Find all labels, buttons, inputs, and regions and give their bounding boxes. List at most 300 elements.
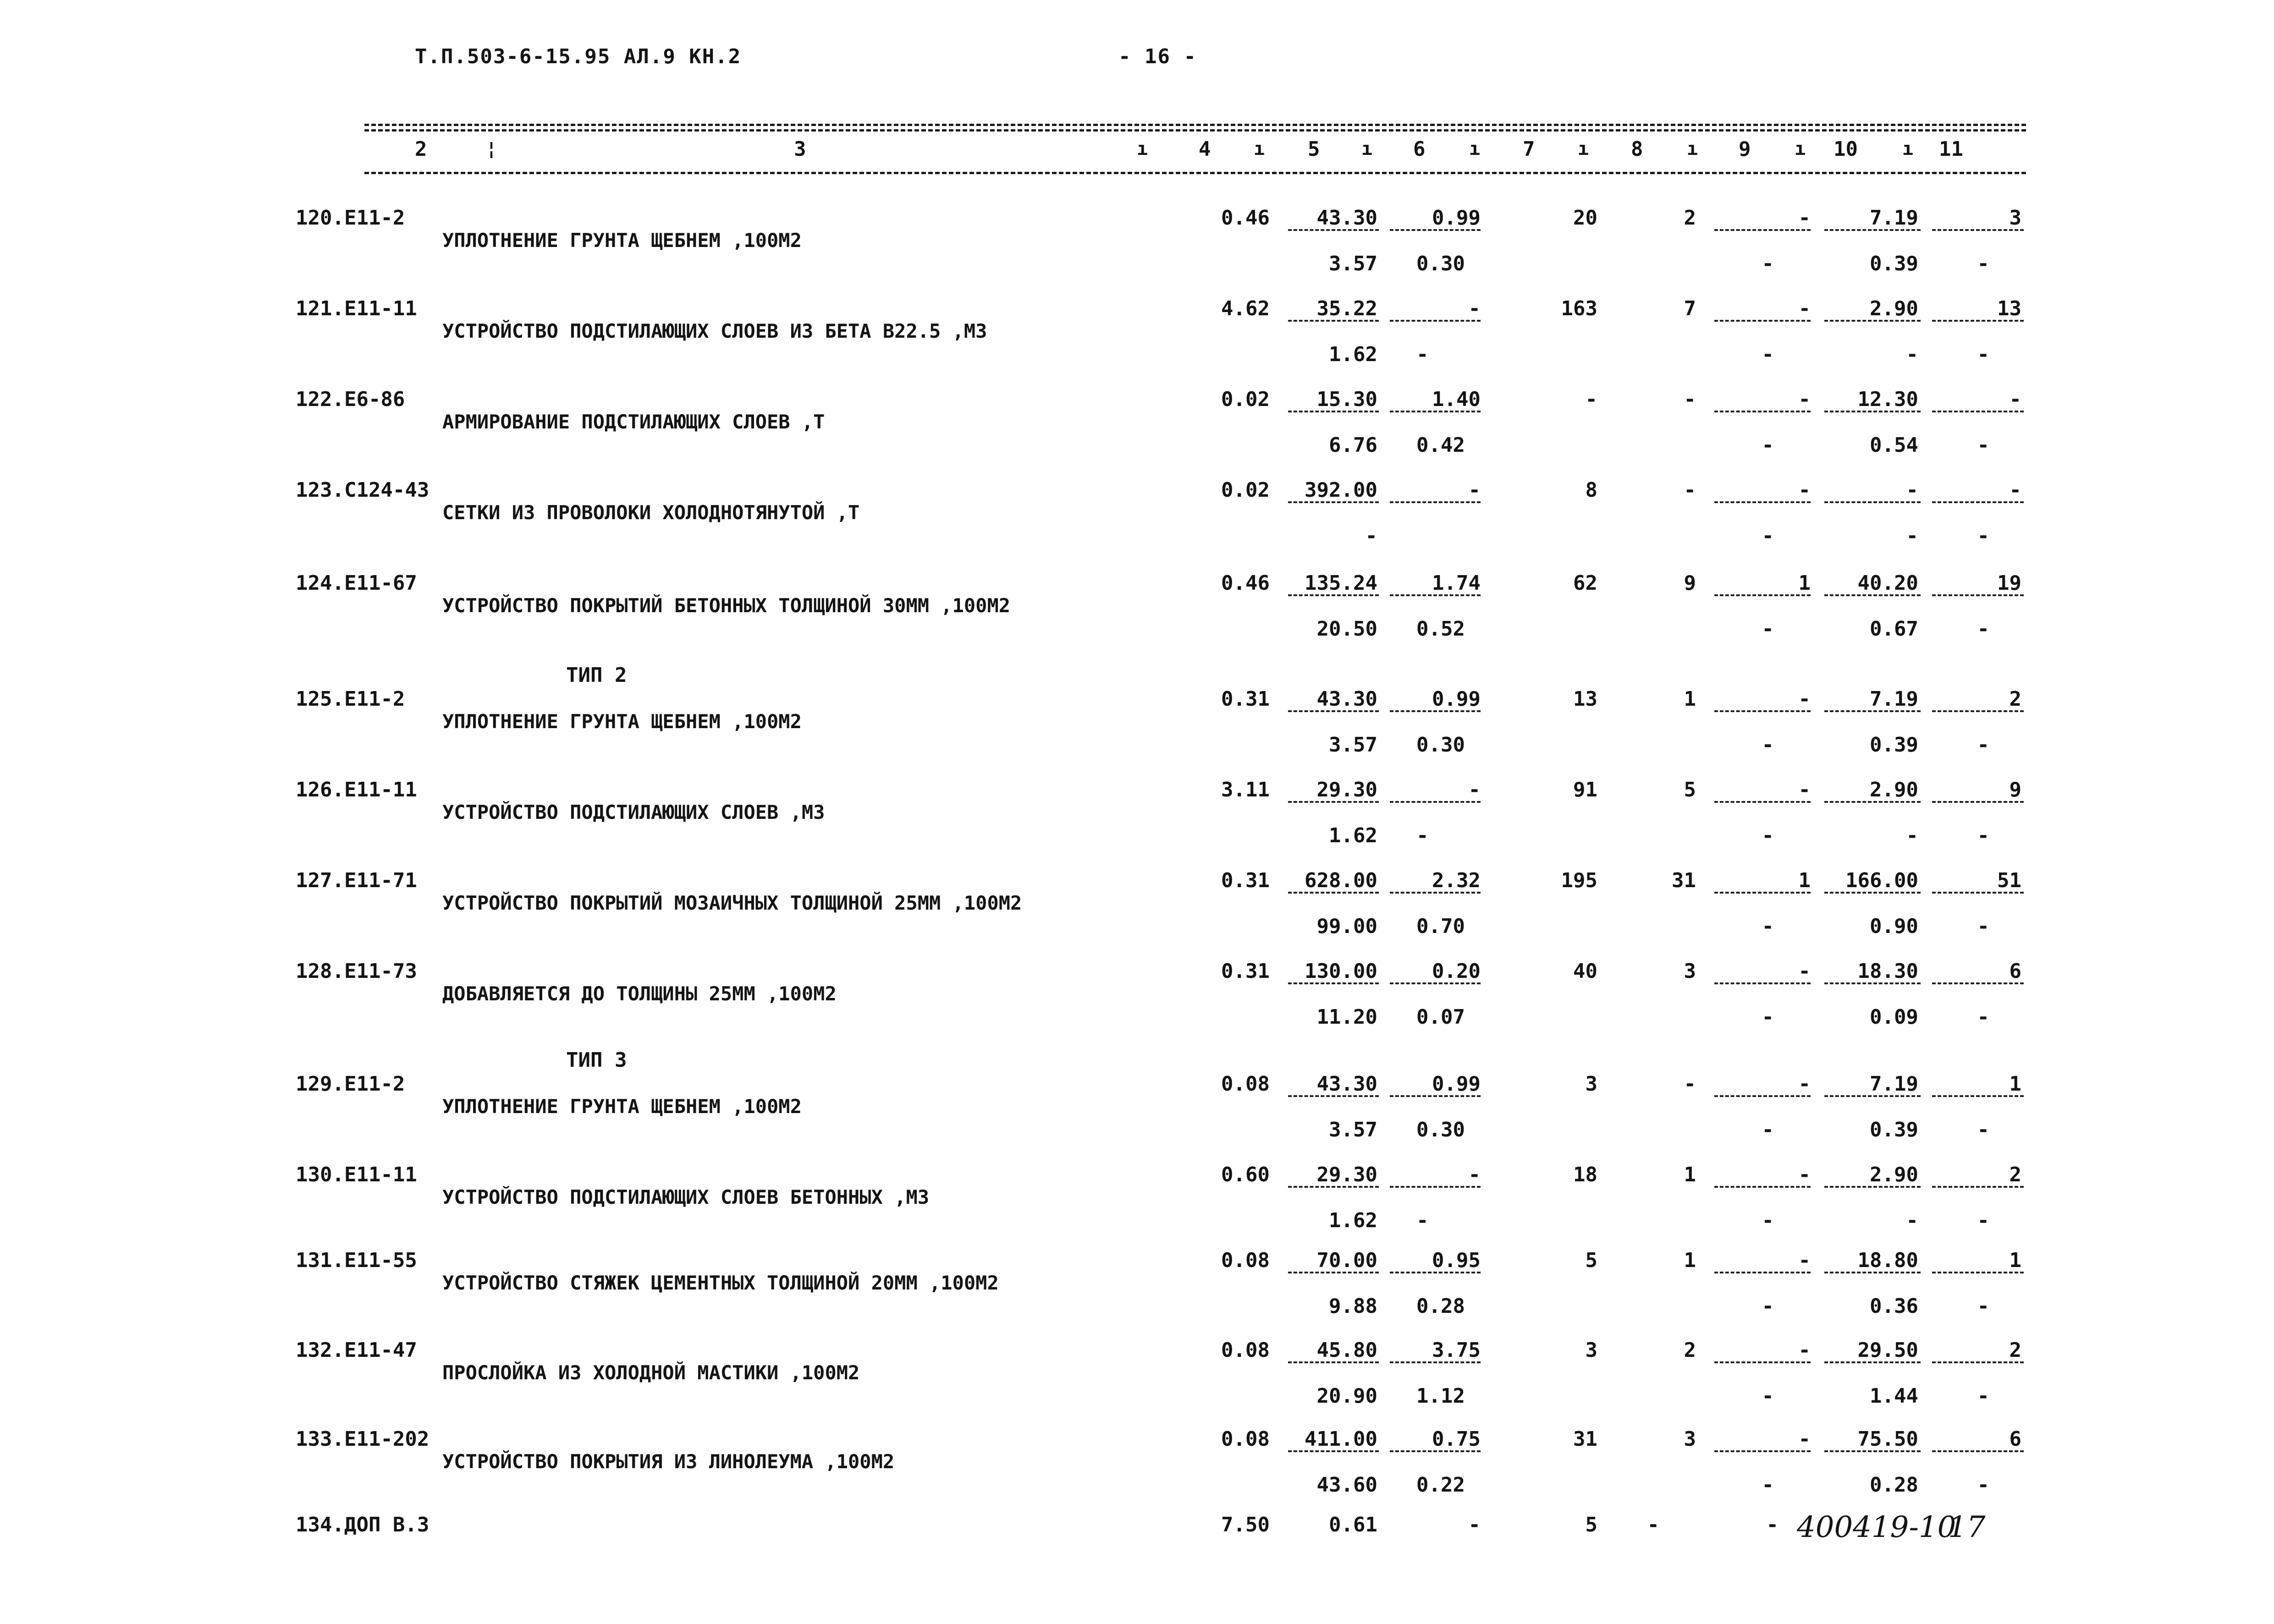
cell-col7: 62 — [1573, 571, 1597, 595]
cell-col4: 7.50 — [1221, 1513, 1270, 1536]
cell-col8: 2 — [1684, 206, 1696, 230]
cell-col11-secondary: - — [1977, 524, 1989, 548]
row-description: УСТРОЙСТВО ПОДСТИЛАЮЩИХ СЛОЕВ ,М3 — [442, 801, 825, 823]
cell-divider-col6 — [1390, 1095, 1481, 1097]
cell-divider-col9 — [1714, 1095, 1811, 1097]
cell-col10-secondary: 0.39 — [1870, 252, 1918, 275]
cell-col9: - — [1798, 1072, 1811, 1096]
cell-col9-secondary: - — [1762, 1118, 1774, 1141]
cell-col6-secondary: 0.07 — [1416, 1005, 1465, 1029]
cell-col9: - — [1798, 687, 1811, 711]
header-top-rule-2 — [364, 129, 2026, 132]
cell-col4: 0.02 — [1221, 388, 1270, 411]
row-code: 132.Е11-47 — [296, 1339, 417, 1362]
cell-divider-col11 — [1932, 801, 2024, 803]
cell-col11-secondary: - — [1977, 915, 1989, 938]
cell-col8: - — [1684, 1072, 1696, 1096]
cell-divider-col9 — [1714, 320, 1811, 322]
cell-col11: 2 — [2009, 1339, 2021, 1362]
cell-col11-secondary: - — [1977, 1384, 1989, 1408]
cell-col11-secondary: - — [1977, 1209, 1989, 1232]
row-code: 133.Е11-202 — [296, 1427, 429, 1451]
cell-col9: - — [1798, 206, 1811, 230]
cell-col11-secondary: - — [1977, 1473, 1989, 1497]
header-top-rule — [364, 124, 2026, 126]
cell-col9-secondary: - — [1762, 617, 1774, 641]
cell-col4: 0.60 — [1221, 1163, 1270, 1186]
cell-col5-secondary: 1.62 — [1329, 343, 1377, 366]
cell-col10-secondary: 0.09 — [1870, 1005, 1918, 1029]
cell-col9-secondary: - — [1762, 343, 1774, 366]
cell-col4: 0.31 — [1221, 687, 1270, 711]
cell-col6: 0.75 — [1432, 1427, 1481, 1451]
cell-col10: 7.19 — [1870, 1072, 1918, 1096]
cell-divider-col10 — [1824, 1450, 1921, 1452]
cell-col8: 1 — [1684, 1163, 1696, 1186]
cell-col5-secondary: 1.62 — [1329, 824, 1377, 847]
cell-col11: 3 — [2009, 206, 2021, 230]
handwritten-archive-number: 400419-10 — [1797, 1510, 1956, 1544]
cell-divider-col9 — [1714, 501, 1811, 503]
cell-col5: 135.24 — [1305, 571, 1377, 595]
column-separator: ı — [1469, 138, 1481, 159]
cell-col5-secondary: 3.57 — [1329, 1118, 1377, 1141]
column-number-9: 9 — [1739, 137, 1751, 161]
cell-col11-secondary: - — [1977, 1295, 1989, 1318]
cell-col11-secondary: - — [1977, 733, 1989, 757]
column-number-6: 6 — [1413, 137, 1426, 161]
cell-col5-secondary: - — [1365, 524, 1377, 548]
cell-col6: - — [1468, 478, 1481, 502]
cell-col11: 2 — [2009, 1163, 2021, 1186]
column-number-5: 5 — [1308, 137, 1320, 161]
cell-col10: 7.19 — [1870, 206, 1918, 230]
row-code: 126.Е11-11 — [296, 778, 417, 801]
row-description: ПРОСЛОЙКА ИЗ ХОЛОДНОЙ МАСТИКИ ,100М2 — [442, 1361, 860, 1384]
cell-col9: 1 — [1798, 571, 1811, 595]
cell-col10-secondary: 0.90 — [1870, 915, 1918, 938]
cell-col5: 392.00 — [1305, 478, 1377, 502]
cell-divider-col10 — [1824, 320, 1921, 322]
cell-col5-secondary: 20.90 — [1316, 1384, 1377, 1408]
column-separator: ı — [1361, 138, 1373, 159]
column-separator: ı — [1902, 138, 1914, 159]
cell-col11-secondary: - — [1977, 617, 1989, 641]
cell-col11-secondary: - — [1977, 1118, 1989, 1141]
cell-col6-secondary: 1.12 — [1416, 1384, 1465, 1408]
cell-col6-secondary: 0.30 — [1416, 252, 1465, 275]
cell-col10-secondary: 0.28 — [1870, 1473, 1918, 1497]
cell-col8: - — [1684, 388, 1696, 411]
cell-col5-secondary: 43.60 — [1316, 1473, 1377, 1497]
cell-divider-col11 — [1932, 1186, 2024, 1188]
column-number-3: 3 — [794, 137, 806, 161]
cell-divider-col6 — [1390, 594, 1481, 596]
cell-divider-col9 — [1714, 594, 1811, 596]
cell-divider-col9 — [1714, 801, 1811, 803]
cell-col6: 0.99 — [1432, 1072, 1481, 1096]
cell-divider-col11 — [1932, 982, 2024, 984]
cell-divider-col11 — [1932, 229, 2024, 231]
page-number: - 16 - — [1118, 45, 1197, 68]
cell-col9-secondary: - — [1762, 824, 1774, 847]
cell-col9: - — [1798, 1249, 1811, 1272]
cell-divider-col11 — [1932, 501, 2024, 503]
cell-col7: 163 — [1561, 297, 1597, 320]
cell-col4: 0.46 — [1221, 206, 1270, 230]
cell-col7: 195 — [1561, 869, 1597, 892]
cell-col8: 7 — [1684, 297, 1696, 320]
cell-divider-col10 — [1824, 710, 1921, 712]
cell-col10-secondary: 0.36 — [1870, 1295, 1918, 1318]
cell-divider-col5 — [1288, 892, 1379, 894]
cell-col5: 43.30 — [1316, 206, 1377, 230]
cell-col8: 1 — [1684, 687, 1696, 711]
cell-col11-secondary: - — [1977, 824, 1989, 847]
cell-col9-secondary: - — [1762, 1473, 1774, 1497]
row-code: 121.Е11-11 — [296, 297, 417, 320]
row-code: 123.С124-43 — [296, 478, 429, 502]
cell-col9: 1 — [1798, 869, 1811, 892]
cell-divider-col5 — [1288, 411, 1379, 412]
cell-divider-col11 — [1932, 1361, 2024, 1363]
row-description: УПЛОТНЕНИЕ ГРУНТА ЩЕБНЕМ ,100М2 — [442, 710, 802, 733]
cell-col11-secondary: - — [1977, 1005, 1989, 1029]
cell-divider-col6 — [1390, 1361, 1481, 1363]
cell-col10-secondary: 1.44 — [1870, 1384, 1918, 1408]
column-separator: ı — [1795, 138, 1806, 159]
cell-col8: 9 — [1684, 571, 1696, 595]
cell-col10: - — [1906, 478, 1918, 502]
cell-col9: - — [1798, 960, 1811, 983]
cell-col5-secondary: 3.57 — [1329, 252, 1377, 275]
cell-col11-secondary: - — [1977, 343, 1989, 366]
cell-col10-secondary: - — [1906, 343, 1918, 366]
row-description: УСТРОЙСТВО СТЯЖЕК ЦЕМЕНТНЫХ ТОЛЩИНОЙ 20ММ ,100М2 — [442, 1272, 999, 1294]
cell-col9: - — [1798, 1163, 1811, 1186]
cell-divider-col10 — [1824, 892, 1921, 894]
cell-col4: 0.08 — [1221, 1249, 1270, 1272]
cell-col6-secondary: - — [1416, 824, 1429, 847]
cell-divider-col10 — [1824, 1186, 1921, 1188]
cell-divider-col10 — [1824, 1361, 1921, 1363]
cell-divider-col6 — [1390, 411, 1481, 412]
cell-divider-col5 — [1288, 594, 1379, 596]
cell-col7: 5 — [1585, 1249, 1597, 1272]
cell-col6-secondary: 0.22 — [1416, 1473, 1465, 1497]
cell-col10-secondary: 0.54 — [1870, 433, 1918, 457]
cell-col10: 166.00 — [1845, 869, 1918, 892]
cell-divider-col5 — [1288, 320, 1379, 322]
cell-col4: 0.08 — [1221, 1339, 1270, 1362]
row-description: УСТРОЙСТВО ПОДСТИЛАЮЩИХ СЛОЕВ БЕТОННЫХ ,М3 — [442, 1186, 930, 1208]
cell-col5: 0.61 — [1329, 1513, 1377, 1536]
cell-col5: 43.30 — [1316, 687, 1377, 711]
cell-divider-col11 — [1932, 1450, 2024, 1452]
cell-col11: 1 — [2009, 1072, 2021, 1096]
cell-col8: 5 — [1684, 778, 1696, 801]
cell-col6: 3.75 — [1432, 1339, 1481, 1362]
cell-col11: 51 — [1997, 869, 2021, 892]
cell-divider-col10 — [1824, 1095, 1921, 1097]
cell-divider-col9 — [1714, 1361, 1811, 1363]
cell-col10-secondary: 0.39 — [1870, 733, 1918, 757]
cell-col7: 18 — [1573, 1163, 1597, 1186]
cell-col5: 29.30 — [1316, 1163, 1377, 1186]
cell-col11: 6 — [2009, 960, 2021, 983]
cell-divider-col11 — [1932, 892, 2024, 894]
cell-divider-col11 — [1932, 594, 2024, 596]
column-number-8: 8 — [1631, 137, 1643, 161]
cell-col9-secondary: - — [1762, 1384, 1774, 1408]
cell-divider-col6 — [1390, 229, 1481, 231]
cell-col8: - — [1684, 478, 1696, 502]
cell-col10-secondary: - — [1906, 1209, 1918, 1232]
cell-col6: 1.40 — [1432, 388, 1481, 411]
cell-divider-col9 — [1714, 710, 1811, 712]
cell-col9-secondary: - — [1762, 1005, 1774, 1029]
cell-col7: 3 — [1585, 1072, 1597, 1096]
row-description: УПЛОТНЕНИЕ ГРУНТА ЩЕБНЕМ ,100М2 — [442, 229, 802, 252]
cell-divider-col6 — [1390, 710, 1481, 712]
cell-col10: 2.90 — [1870, 297, 1918, 320]
cell-col10: 7.19 — [1870, 687, 1918, 711]
cell-col5: 411.00 — [1305, 1427, 1377, 1451]
cell-col11: - — [2009, 478, 2021, 502]
cell-col10-secondary: 0.39 — [1870, 1118, 1918, 1141]
cell-col11: - — [2009, 388, 2021, 411]
row-code: 125.Е11-2 — [296, 687, 405, 711]
cell-col7: - — [1585, 388, 1597, 411]
row-description: УСТРОЙСТВО ПОКРЫТИЙ БЕТОННЫХ ТОЛЩИНОЙ 30ММ ,100М2 — [442, 594, 1011, 617]
cell-col5-secondary: 1.62 — [1329, 1209, 1377, 1232]
cell-col11-secondary: - — [1977, 433, 1989, 457]
cell-col6-secondary: 0.28 — [1416, 1295, 1465, 1318]
cell-divider-col6 — [1390, 320, 1481, 322]
column-number-4: 4 — [1199, 137, 1211, 161]
row-code: 129.Е11-2 — [296, 1072, 405, 1096]
cell-col10: 2.90 — [1870, 1163, 1918, 1186]
cell-col9: - — [1798, 388, 1811, 411]
cell-col5: 43.30 — [1316, 1072, 1377, 1096]
cell-col10: 75.50 — [1857, 1427, 1918, 1451]
cell-col7: 40 — [1573, 960, 1597, 983]
cell-col10: 40.20 — [1857, 571, 1918, 595]
cell-divider-col5 — [1288, 1361, 1379, 1363]
cell-col5: 130.00 — [1305, 960, 1377, 983]
cell-col11-secondary: - — [1977, 252, 1989, 275]
cell-col9: - — [1798, 778, 1811, 801]
cell-col7: 31 — [1573, 1427, 1597, 1451]
cell-col10: 29.50 — [1857, 1339, 1918, 1362]
cell-divider-col9 — [1714, 229, 1811, 231]
row-description: УСТРОЙСТВО ПОДСТИЛАЮЩИХ СЛОЕВ ИЗ БЕТА В22.5 ,М3 — [442, 320, 987, 342]
row-description: АРМИРОВАНИЕ ПОДСТИЛАЮЩИХ СЛОЕВ ,Т — [442, 411, 825, 433]
cell-divider-col5 — [1288, 501, 1379, 503]
cell-col11: 19 — [1997, 571, 2021, 595]
cell-divider-col9 — [1714, 411, 1811, 412]
column-number-11: 11 — [1939, 137, 1963, 161]
cell-col7: 13 — [1573, 687, 1597, 711]
cell-col9-secondary: - — [1762, 915, 1774, 938]
cell-col9: - — [1798, 297, 1811, 320]
cell-divider-col5 — [1288, 229, 1379, 231]
row-description: ДОБАВЛЯЕТСЯ ДО ТОЛЩИНЫ 25ММ ,100М2 — [442, 982, 837, 1005]
handwritten-page-number: 17 — [1948, 1510, 1986, 1544]
cell-col8: - — [1647, 1513, 1659, 1536]
column-separator: ı — [1137, 138, 1148, 159]
row-code: 130.Е11-11 — [296, 1163, 417, 1186]
row-description: СЕТКИ ИЗ ПРОВОЛОКИ ХОЛОДНОТЯНУТОЙ ,Т — [442, 501, 860, 524]
cell-col5: 628.00 — [1305, 869, 1377, 892]
cell-col6: - — [1468, 778, 1481, 801]
cell-divider-col6 — [1390, 1272, 1481, 1273]
cell-col9-secondary: - — [1762, 252, 1774, 275]
cell-divider-col9 — [1714, 1186, 1811, 1188]
cell-divider-col6 — [1390, 801, 1481, 803]
cell-col7: 20 — [1573, 206, 1597, 230]
column-separator: ı — [1687, 138, 1698, 159]
cell-divider-col9 — [1714, 982, 1811, 984]
cell-divider-col10 — [1824, 982, 1921, 984]
cell-divider-col10 — [1824, 1272, 1921, 1273]
cell-col6-secondary: 0.70 — [1416, 915, 1465, 938]
cell-col5-secondary: 20.50 — [1316, 617, 1377, 641]
cell-col10-secondary: - — [1906, 824, 1918, 847]
column-separator: ı — [1578, 138, 1589, 159]
cell-divider-col10 — [1824, 411, 1921, 412]
cell-col6: 0.20 — [1432, 960, 1481, 983]
cell-col6: 0.99 — [1432, 687, 1481, 711]
row-code: 122.Е6-86 — [296, 388, 405, 411]
cell-divider-col5 — [1288, 982, 1379, 984]
cell-col6: 2.32 — [1432, 869, 1481, 892]
cell-col5: 35.22 — [1316, 297, 1377, 320]
column-number-7: 7 — [1523, 137, 1535, 161]
cell-divider-col11 — [1932, 411, 2024, 412]
cell-col4: 3.11 — [1221, 778, 1270, 801]
cell-col7: 8 — [1585, 478, 1597, 502]
cell-col10-secondary: - — [1906, 524, 1918, 548]
cell-divider-col10 — [1824, 501, 1921, 503]
cell-col4: 0.08 — [1221, 1427, 1270, 1451]
cell-col6-secondary: 0.42 — [1416, 433, 1465, 457]
column-separator: ı — [1254, 138, 1265, 159]
cell-col4: 0.08 — [1221, 1072, 1270, 1096]
cell-col6-secondary: - — [1416, 1209, 1429, 1232]
cell-col6-secondary: - — [1416, 343, 1429, 366]
row-code: 127.Е11-71 — [296, 869, 417, 892]
row-code: 134.ДОП В.3 — [296, 1513, 429, 1536]
cell-col5-secondary: 11.20 — [1316, 1005, 1377, 1029]
cell-col11: 13 — [1997, 297, 2021, 320]
row-code: 128.Е11-73 — [296, 960, 417, 983]
cell-col6-secondary: 0.30 — [1416, 1118, 1465, 1141]
cell-col5-secondary: 99.00 — [1316, 915, 1377, 938]
cell-col9: - — [1798, 478, 1811, 502]
cell-col5-secondary: 3.57 — [1329, 733, 1377, 757]
cell-col10: 18.30 — [1857, 960, 1918, 983]
cell-col8: 31 — [1672, 869, 1696, 892]
cell-col9: - — [1798, 1339, 1811, 1362]
cell-col6: - — [1468, 297, 1481, 320]
cell-divider-col10 — [1824, 801, 1921, 803]
cell-col6-secondary: 0.52 — [1416, 617, 1465, 641]
cell-col10-secondary: 0.67 — [1870, 617, 1918, 641]
cell-col9-secondary: - — [1762, 433, 1774, 457]
cell-col9: - — [1766, 1513, 1778, 1536]
column-number-10: 10 — [1834, 137, 1858, 161]
header-bottom-rule — [364, 172, 2026, 174]
cell-divider-col10 — [1824, 229, 1921, 231]
cell-col4: 0.31 — [1221, 960, 1270, 983]
cell-col10: 18.80 — [1857, 1249, 1918, 1272]
cell-col8: 2 — [1684, 1339, 1696, 1362]
cell-divider-col9 — [1714, 892, 1811, 894]
cell-col8: 3 — [1684, 1427, 1696, 1451]
cell-divider-col5 — [1288, 710, 1379, 712]
row-description: УПЛОТНЕНИЕ ГРУНТА ЩЕБНЕМ ,100М2 — [442, 1095, 802, 1118]
cell-col5: 15.30 — [1316, 388, 1377, 411]
section-type-label: ТИП 3 — [566, 1048, 627, 1072]
cell-col6: 1.74 — [1432, 571, 1481, 595]
cell-divider-col5 — [1288, 1272, 1379, 1273]
cell-col6: 0.95 — [1432, 1249, 1481, 1272]
cell-col9-secondary: - — [1762, 1209, 1774, 1232]
cell-col7: 5 — [1585, 1513, 1597, 1536]
cell-divider-col6 — [1390, 892, 1481, 894]
cell-divider-col5 — [1288, 1450, 1379, 1452]
cell-col4: 4.62 — [1221, 297, 1270, 320]
cell-divider-col5 — [1288, 801, 1379, 803]
section-type-label: ТИП 2 — [566, 664, 627, 687]
column-number-2: 2 — [415, 137, 427, 161]
cell-col11: 1 — [2009, 1249, 2021, 1272]
cell-col5: 45.80 — [1316, 1339, 1377, 1362]
cell-col4: 0.31 — [1221, 869, 1270, 892]
cell-col4: 0.46 — [1221, 571, 1270, 595]
cell-col11: 6 — [2009, 1427, 2021, 1451]
cell-col5: 29.30 — [1316, 778, 1377, 801]
row-description: УСТРОЙСТВО ПОКРЫТИЯ ИЗ ЛИНОЛЕУМА ,100М2 — [442, 1450, 895, 1473]
cell-divider-col6 — [1390, 501, 1481, 503]
cell-col9-secondary: - — [1762, 524, 1774, 548]
row-code: 131.Е11-55 — [296, 1249, 417, 1272]
cell-divider-col11 — [1932, 1272, 2024, 1273]
cell-divider-col6 — [1390, 982, 1481, 984]
cell-divider-col11 — [1932, 320, 2024, 322]
cell-col9: - — [1798, 1427, 1811, 1451]
cell-divider-col9 — [1714, 1272, 1811, 1273]
cell-divider-col5 — [1288, 1186, 1379, 1188]
cell-divider-col5 — [1288, 1095, 1379, 1097]
cell-col11: 2 — [2009, 687, 2021, 711]
row-code: 120.Е11-2 — [296, 206, 405, 230]
cell-col7: 91 — [1573, 778, 1597, 801]
cell-divider-col11 — [1932, 710, 2024, 712]
cell-col4: 0.02 — [1221, 478, 1270, 502]
cell-col5: 70.00 — [1316, 1249, 1377, 1272]
cell-divider-col9 — [1714, 1450, 1811, 1452]
row-description: УСТРОЙСТВО ПОКРЫТИЙ МОЗАИЧНЫХ ТОЛЩИНОЙ 25ММ ,100М2 — [442, 892, 1022, 914]
cell-col11: 9 — [2009, 778, 2021, 801]
cell-col5-secondary: 9.88 — [1329, 1295, 1377, 1318]
cell-col6: - — [1468, 1163, 1481, 1186]
cell-col5-secondary: 6.76 — [1329, 433, 1377, 457]
cell-col9-secondary: - — [1762, 1295, 1774, 1318]
cell-divider-col11 — [1932, 1095, 2024, 1097]
cell-col9-secondary: - — [1762, 733, 1774, 757]
